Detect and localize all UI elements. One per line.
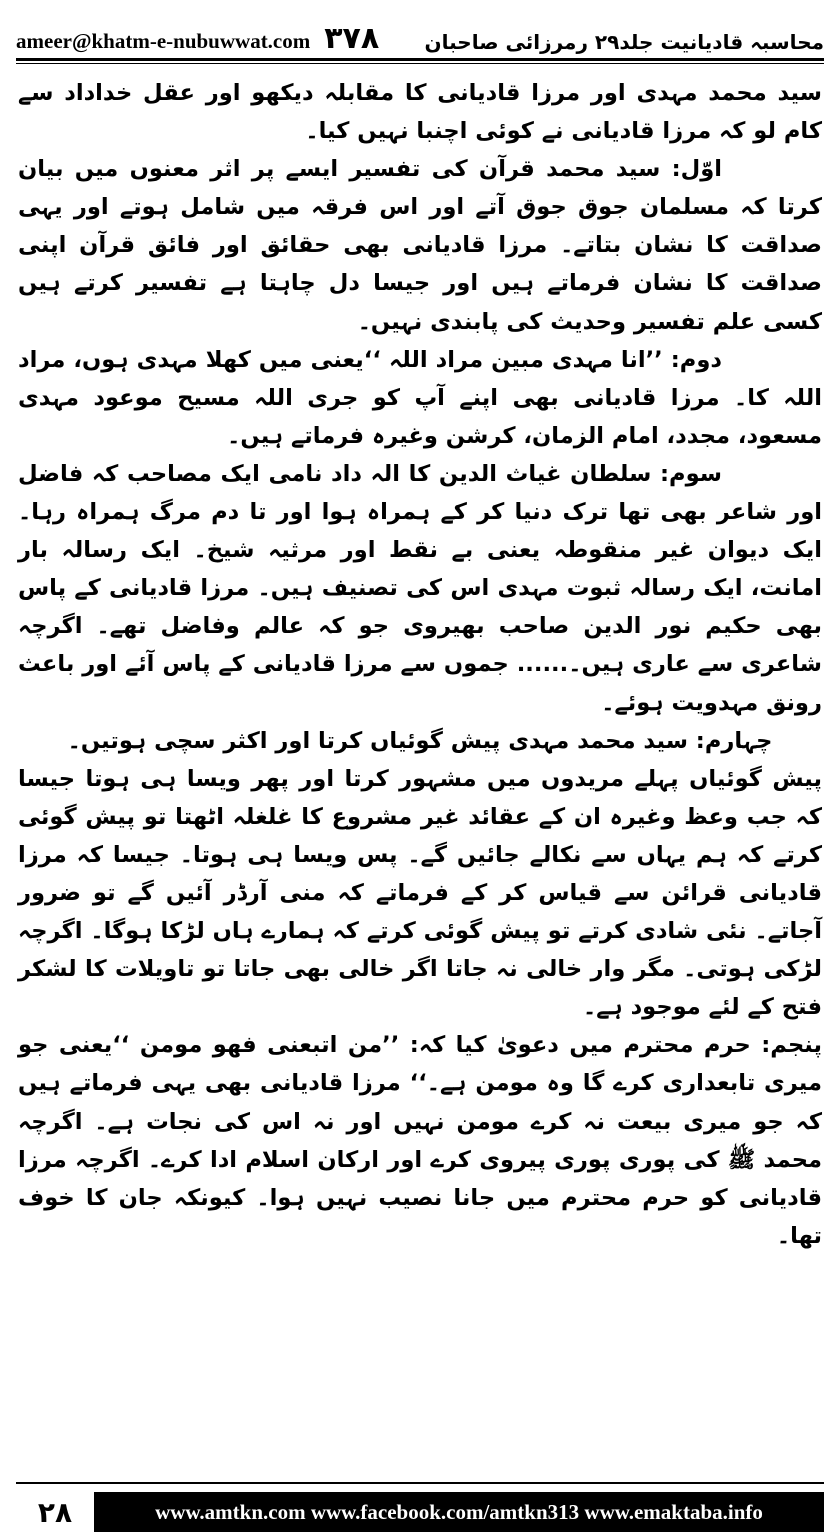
page-header xyxy=(16,14,824,54)
header-rule-thin xyxy=(16,63,824,64)
paragraph-prophecies: پیش گوئیاں پہلے مریدوں میں مشہور کرتا اور پھر ویسا ہی ہوتا جیسا کہ جب وعظ وغیرہ ان کے عقائد غیر مشروع کا غلغلہ اٹھتا تو پیش گوئی کرتے کہ ہم یہاں سے نکالے جائیں گے۔ پس ویسا ہی ہوتا۔ جیسا کہ مرزا قادیانی قرائن سے قیاس کر کے فرماتے کہ منی آرڈر آئیں گے تو ضرور آجاتے۔ نئی شادی کرتے تو پیش گوئی کرتے کہ ہمارے ہاں لڑکا ہوگا۔ اگرچہ لڑکی ہوتی۔ مگر وار خالی نہ جاتا اگر خالی بھی جاتا تو تاویلات کا لشکر فتح کے لئے موجود ہے۔ xyxy=(18,765,822,1021)
paragraph-first: اوّل: سید محمد قرآن کی تفسیر ایسے پر اثر معنوں میں بیان کرتا کہ مسلمان جوق جوق آتے اور اس فرقہ میں شامل ہوتے اور یہی صداقت کا نشان بتاتے۔ مرزا قادیانی بھی حقائق اور فائق قرآن اپنی صداقت کا نشان فرماتے ہیں اور جیسا دل چاہتا ہے تفسیر کرتے ہیں کسی علم تفسیر وحدیث کی پابندی نہیں۔ xyxy=(18,156,822,335)
footer-page-number: ۲۸ xyxy=(16,1492,94,1532)
paragraph-third: سوم: سلطان غیاث الدین کا الہ داد نامی ایک مصاحب کہ فاضل اور شاعر بھی تھا ترک دنیا کر کے ہمراہ ہوا اور تا دم مرگ ہمراہ رہا۔ ایک دیوان غیر منقوطہ یعنی بے نقط اور مرثیہ شیخ۔ ایک رسالہ بار امانت، ایک رسالہ ثبوت مہدی اس کی تصنیف ہیں۔ مرزا قادیانی کے پاس بھی حکیم نور الدین صاحب بھیروی جو کہ عالم وفاضل تھے۔ اگرچہ شاعری سے عاری ہیں۔...... جموں سے مرزا قادیانی کے پاس آئے اور باعث رونق مہدویت ہوئے۔ xyxy=(18,460,822,716)
header-rule-thick xyxy=(16,58,824,61)
paragraph-fourth: چہارم: سید محمد مہدی پیش گوئیاں کرتا اور اکثر سچی ہوتیں۔ xyxy=(67,727,773,754)
paragraph-fifth: پنجم: حرم محترم میں دعویٰ کیا کہ: ’’من اتبعنی فھو مومن ‘‘یعنی جو میری تابعداری کرے گا وہ مومن ہے۔‘‘ مرزا قادیانی بھی یہی فرماتے ہیں کہ جو میری بیعت نہ کرے مومن نہیں اور نہ اس کی نجات ہے۔ اگرچہ محمد ﷺ کی پوری پوری پیروی کرے اور ارکان اسلام ادا کرے۔ اگرچہ مرزا قادیانی کو حرم محترم میں جانا نصیب نہیں ہوا۔ کیونکہ جان کا خوف تھا۔ xyxy=(18,1032,822,1249)
paragraph-second: دوم: ’’انا مہدی مبین مراد اللہ ‘‘یعنی میں کھلا مہدی ہوں، مراد اللہ کا۔ مرزا قادیانی بھی اپنے آپ کو جری اللہ مسیح موعود مہدی مسعود، مجدد، امام الزمان، کرشن وغیرہ فرماتے ہیں۔ xyxy=(18,346,822,449)
page-footer xyxy=(16,1492,824,1532)
header-left xyxy=(16,21,380,56)
body-text xyxy=(18,74,822,1464)
header-page-number: ۳۷۸ xyxy=(324,21,380,56)
footer-rule xyxy=(16,1482,824,1484)
header-book-title: محاسبہ قادیانیت جلد۲۹ رمرزائی صاحبان xyxy=(424,30,824,54)
footer-links: www.amtkn.com www.facebook.com/amtkn313 www.emaktaba.info xyxy=(94,1492,824,1532)
header-email: ameer@khatm-e-nubuwwat.com xyxy=(16,29,311,53)
paragraph-intro: سید محمد مہدی اور مرزا قادیانی کا مقابلہ دیکھو اور عقل خداداد سے کام لو کہ مرزا قادیانی نے کوئی اچنبا نہیں کیا۔ xyxy=(18,80,822,145)
